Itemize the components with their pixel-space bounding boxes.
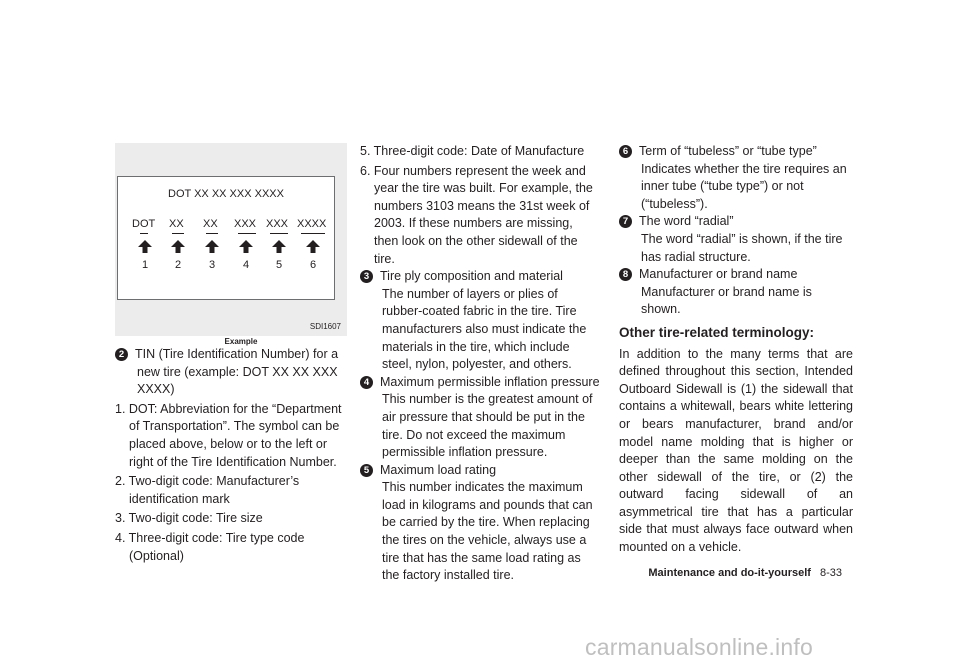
- figure-number-2: 2: [175, 259, 182, 271]
- entry-7-body: The word “radial” is shown, if the tire has radial structure.: [641, 231, 843, 264]
- list-item-1: 1. DOT: Abbreviation for the “Department of Transportation”. The symbol can be placed above, below or to the left or right of the Tire Identification Number.: [115, 401, 342, 469]
- underline-1: [140, 233, 148, 234]
- figure-frame: [117, 176, 335, 300]
- entry-8-body: Manufacturer or brand name is shown.: [641, 284, 812, 317]
- entry-7-title: [619, 213, 853, 231]
- list-item-4: 4. Three-digit code: Tire type code (Optional): [115, 530, 305, 563]
- underline-3: [206, 233, 218, 234]
- list-item-2: 2. Two-digit code: Manufacturer’s identification mark: [115, 474, 300, 506]
- entry-7-title-text: The word “radial”: [639, 214, 734, 229]
- column-3: [619, 143, 853, 557]
- tire-id-figure: [115, 143, 347, 336]
- figure-number-5: 5: [276, 259, 283, 271]
- watermark: carmanualsonline.info: [585, 634, 813, 660]
- circled-number-5: 5: [360, 464, 373, 477]
- figure-number-6: 6: [310, 259, 317, 271]
- figure-label-4: XXX: [234, 218, 257, 230]
- up-arrow-icon: [171, 240, 185, 254]
- entry-8-title: [619, 266, 853, 284]
- entry-3-title: [360, 268, 600, 286]
- up-arrow-icon: [205, 240, 219, 254]
- circled-number-7: 7: [619, 215, 632, 228]
- entry-4-title: [360, 374, 600, 392]
- underline-6: [301, 233, 325, 234]
- up-arrow-icon: [239, 240, 253, 254]
- circled-number-3: 3: [360, 270, 373, 283]
- figure-caption: Example: [224, 337, 258, 346]
- entry-8-title-text: Manufacturer or brand name: [639, 267, 798, 282]
- figure-label-5: XXX: [266, 218, 289, 230]
- figure-label-6: XXXX: [297, 218, 327, 230]
- entry-3-body: The number of layers or plies of rubber-coated fabric in the tire. Tire manufacturers also must indicate the materials in the tire, which include steel, nylon, polyester, and others.: [382, 286, 587, 372]
- entry-4-title-text: Maximum permissible inflation pressure: [380, 374, 600, 389]
- up-arrow-icon: [306, 240, 320, 254]
- tin-text: TIN (Tire Identification Number) for a new tire (example: DOT XX XX XXX XXXX): [135, 347, 339, 397]
- column-1: [115, 346, 347, 565]
- list-item-3: 3. Two-digit code: Tire size: [115, 511, 263, 526]
- circled-number-4: 4: [360, 376, 373, 389]
- entry-3-title-text: Tire ply composition and material: [380, 269, 563, 284]
- figure-label-1: DOT: [132, 218, 156, 230]
- up-arrow-icon: [138, 240, 152, 254]
- terminology-paragraph: In addition to the many terms that are defined throughout this section, Intended Outboard Sidewall is (1) the sidewall that contains a whitewall, bears white lettering or bears manufacturer, brand and/or model name molding that is higher or deeper than the same molding on the other sidewall of the tire, or (2) the outward facing sidewall of an asymmetrical tire that has a particular side that must always face outward when mounted on a vehicle.: [619, 346, 853, 555]
- section-heading: Other tire-related terminology:: [619, 324, 815, 340]
- figure-label-2: XX: [169, 218, 184, 230]
- figure-number-1: 1: [142, 259, 149, 271]
- list-item-6: 6. Four numbers represent the week and year the tire was built. For example, the numbers 3103 means the 31st week of 2003. If these numbers are missing, then look on the other sidewall of the tire.: [360, 163, 593, 266]
- entry-5-title-text: Maximum load rating: [380, 462, 497, 477]
- entry-5-body: This number indicates the maximum load in kilograms and pounds that can be carried by the tire. When replacing the tires on the vehicle, always use a tire that has the same load rating as the factory installed tire.: [382, 480, 593, 583]
- page-footer: [620, 567, 842, 579]
- footer-section-title: Maintenance and do-it-yourself: [648, 567, 811, 579]
- figure-label-3: XX: [203, 218, 218, 230]
- underline-5: [270, 233, 288, 234]
- entry-6-body: Indicates whether the tire requires an inner tube (“tube type”) or not (“tubeless”).: [641, 161, 847, 211]
- list-item-5: 5. Three-digit code: Date of Manufacture: [360, 144, 585, 158]
- entry-6-title-text: Term of “tubeless” or “tube type”: [639, 144, 817, 158]
- entry-6-title: [619, 143, 853, 161]
- tin-entry: [115, 346, 347, 399]
- circled-number-6: 6: [619, 145, 632, 158]
- entry-4-body: This number is the greatest amount of air pressure that should be put in the tire. Do not exceed the maximum permissible inflation pressure.: [382, 392, 593, 460]
- up-arrow-icon: [272, 240, 286, 254]
- entry-5-title: [360, 462, 600, 480]
- figure-number-3: 3: [209, 259, 216, 271]
- figure-top-text: DOT XX XX XXX XXXX: [168, 188, 284, 200]
- circled-number-2: 2: [115, 348, 128, 361]
- underline-4: [238, 233, 256, 234]
- page-number: 8-33: [819, 567, 842, 579]
- circled-number-8: 8: [619, 268, 632, 281]
- figure-code: SDI1607: [309, 322, 341, 331]
- column-2: [360, 143, 600, 585]
- underline-2: [172, 233, 184, 234]
- figure-number-4: 4: [243, 259, 250, 271]
